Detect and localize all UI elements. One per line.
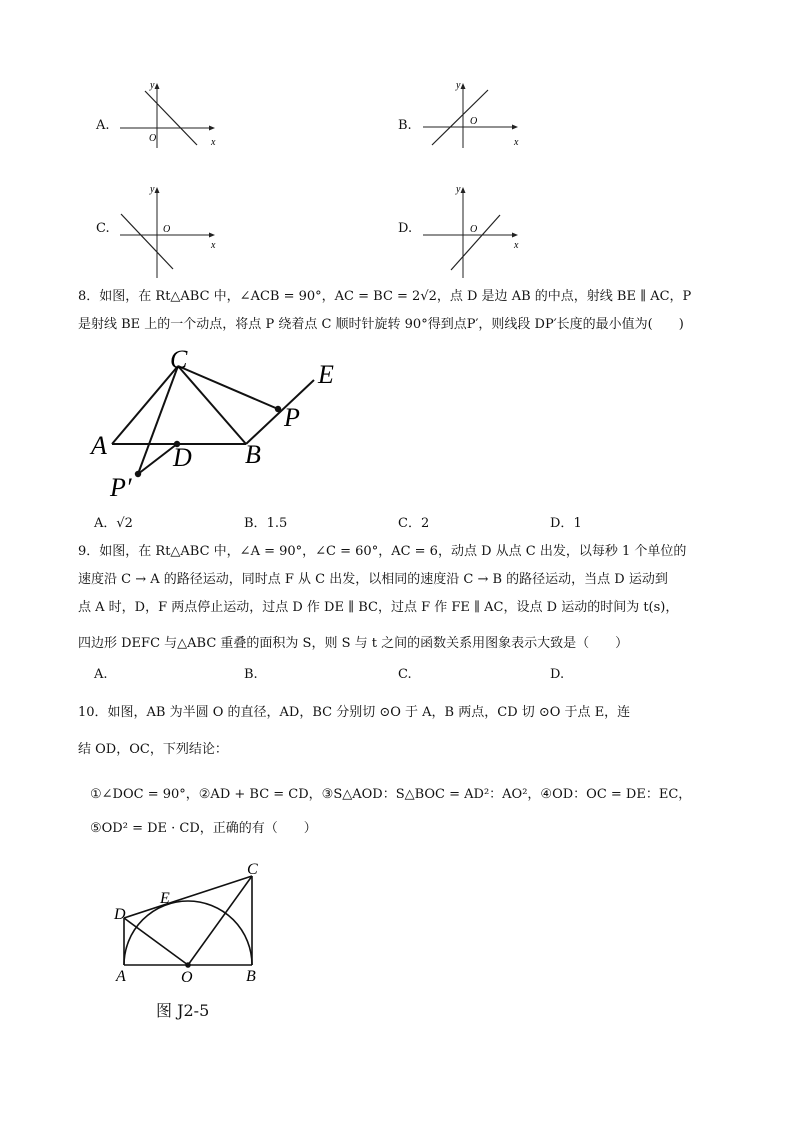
q8-option-c[interactable]: C．2: [398, 516, 430, 531]
q7-graph-a: [115, 78, 225, 150]
svg-text:y: y: [150, 184, 155, 195]
q7-graph-c: [115, 182, 225, 282]
svg-text:E: E: [318, 360, 334, 389]
q10-statements-line2: ⑤OD² = DE · CD，正确的有（ ）: [90, 821, 317, 836]
q10-text-line2: 结 OD，OC，下列结论：: [78, 742, 228, 757]
q10-statements-line1: ①∠DOC = 90°，②AD + BC = CD，③S△AOD：S△BOC = AD²：AO²，④OD：OC = DE：EC，: [90, 787, 692, 802]
q9-text-line2: 速度沿 C → A 的路径运动，同时点 F 从 C 出发，以相同的速度沿 C → B 的路径运动，当点 D 运动到: [78, 572, 668, 587]
q9-option-d[interactable]: D.: [550, 667, 565, 682]
q8-text-line2: 是射线 BE 上的一个动点，将点 P 绕着点 C 顺时针旋转 90°得到点P′，则线段 DP′长度的最小值为( ): [78, 317, 684, 332]
q9-option-b[interactable]: B.: [244, 667, 258, 682]
q9-option-c[interactable]: C.: [398, 667, 412, 682]
svg-text:x: x: [514, 240, 519, 251]
svg-text:D: D: [114, 906, 126, 923]
svg-text:P: P: [284, 403, 300, 432]
q9-text-line1: 9．如图，在 Rt△ABC 中，∠A = 90°，∠C = 60°，AC = 6，动点 D 从点 C 出发，以每秒 1 个单位的: [78, 544, 687, 559]
q8-option-a[interactable]: A．√2: [94, 516, 133, 531]
svg-text:x: x: [211, 137, 216, 148]
q7-option-b-label: B.: [398, 118, 412, 133]
svg-text:O: O: [163, 224, 171, 235]
svg-text:O: O: [470, 116, 478, 127]
svg-text:x: x: [211, 240, 216, 251]
q7-graph-d: [418, 182, 528, 282]
svg-text:B: B: [246, 968, 256, 985]
svg-text:y: y: [456, 80, 461, 91]
q9-option-a[interactable]: A.: [94, 667, 108, 682]
svg-text:y: y: [150, 80, 155, 91]
svg-text:x: x: [514, 137, 519, 148]
svg-text:A: A: [91, 431, 107, 460]
svg-text:A: A: [116, 968, 126, 985]
q7-option-c-label: C.: [96, 221, 110, 236]
q10-figure: [108, 855, 298, 985]
q8-option-d[interactable]: D．1: [550, 516, 582, 531]
svg-text:P′: P′: [110, 473, 132, 502]
q9-text-line3: 点 A 时，D，F 两点停止运动，过点 D 作 DE ∥ BC，过点 F 作 FE ∥ AC，设点 D 运动的时间为 t(s)，: [78, 600, 679, 615]
q8-figure: [88, 346, 358, 506]
svg-text:C: C: [170, 346, 188, 374]
svg-text:D: D: [173, 443, 192, 472]
svg-text:C: C: [247, 861, 258, 878]
q10-figure-caption: 图 J2-5: [156, 1001, 210, 1020]
q7-graph-b: [418, 78, 528, 150]
svg-text:O: O: [470, 224, 478, 235]
q7-option-a-label: A.: [96, 118, 110, 133]
q7-option-d-label: D.: [398, 221, 413, 236]
svg-text:E: E: [160, 890, 170, 907]
svg-text:O: O: [149, 133, 157, 144]
svg-text:B: B: [245, 440, 261, 469]
q8-text-line1: 8．如图，在 Rt△ABC 中，∠ACB = 90°，AC = BC = 2√2，点 D 是边 AB 的中点，射线 BE ∥ AC，P: [78, 289, 692, 304]
q8-option-b[interactable]: B．1.5: [244, 516, 288, 531]
q10-text-line1: 10．如图，AB 为半圆 O 的直径，AD，BC 分别切 ⊙O 于 A，B 两点，CD 切 ⊙O 于点 E，连: [78, 705, 631, 720]
q9-text-line4: 四边形 DEFC 与△ABC 重叠的面积为 S，则 S 与 t 之间的函数关系用图象表示大致是（ ）: [78, 636, 629, 651]
svg-text:y: y: [456, 184, 461, 195]
svg-text:O: O: [181, 969, 193, 985]
